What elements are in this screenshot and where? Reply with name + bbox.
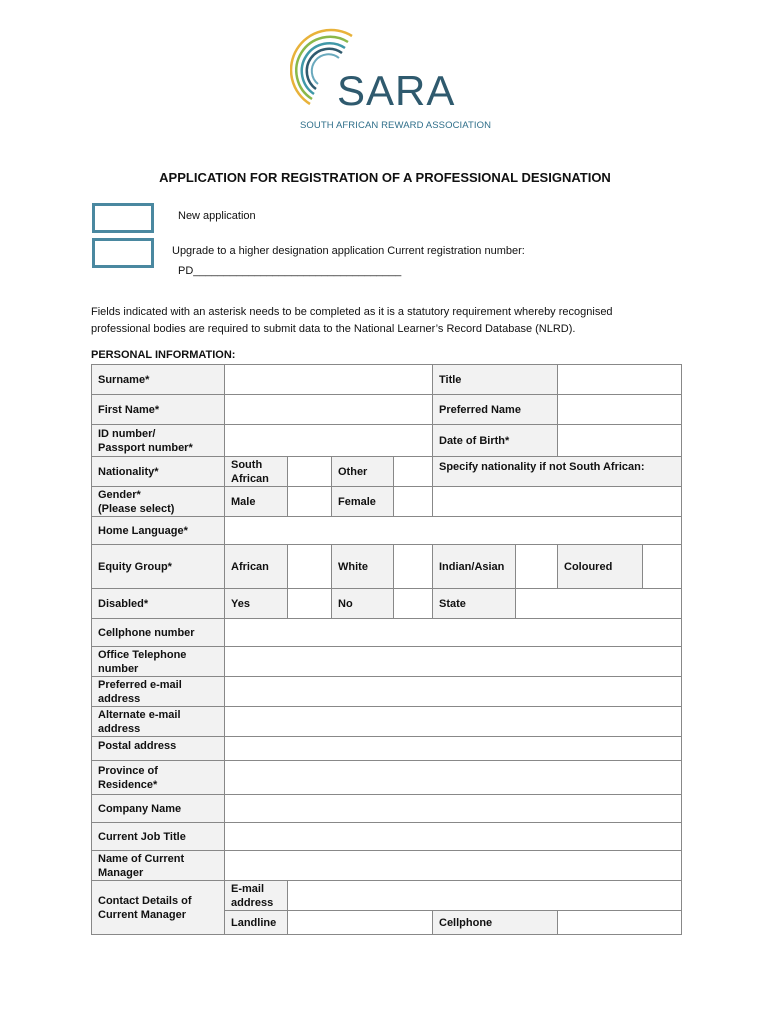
title-label: Title	[433, 365, 558, 395]
male-checkbox[interactable]	[288, 487, 332, 517]
contact-details-line-1: Contact Details of	[98, 894, 192, 907]
disabled-label: Disabled*	[92, 589, 225, 619]
indian-asian-checkbox[interactable]	[516, 545, 558, 589]
manager-email-line-2: address	[231, 896, 274, 909]
other-nationality-checkbox[interactable]	[394, 457, 433, 487]
south-african-option-label	[225, 457, 288, 487]
id-number-label-line-1: ID number/	[98, 427, 156, 440]
office-telephone-line-2: number	[98, 662, 139, 675]
province-field[interactable]	[225, 761, 682, 795]
new-application-checkbox[interactable]	[92, 203, 154, 233]
office-telephone-line-1: Office Telephone	[98, 648, 187, 661]
manager-landline-field[interactable]	[288, 911, 433, 935]
manager-landline-label: Landline	[225, 911, 288, 935]
date-of-birth-label: Date of Birth*	[433, 425, 558, 457]
south-african-line-2: African	[231, 472, 269, 485]
first-name-label: First Name*	[92, 395, 225, 425]
equity-group-label: Equity Group*	[92, 545, 225, 589]
upgrade-application-checkbox[interactable]	[92, 238, 154, 268]
company-name-label: Company Name	[92, 795, 225, 823]
date-of-birth-field[interactable]	[558, 425, 682, 457]
indian-asian-option-label: Indian/Asian	[433, 545, 516, 589]
female-option-label: Female	[332, 487, 394, 517]
page-title: APPLICATION FOR REGISTRATION OF A PROFESSIONAL DESIGNATION	[159, 170, 611, 185]
specify-nationality-field[interactable]	[433, 487, 682, 517]
job-title-field[interactable]	[225, 823, 682, 851]
gender-label-line-1: Gender*	[98, 488, 141, 501]
id-number-label-line-2: Passport number*	[98, 441, 193, 454]
home-language-label: Home Language*	[92, 517, 225, 545]
manager-name-label	[92, 851, 225, 881]
state-label: State	[433, 589, 516, 619]
nationality-label: Nationality*	[92, 457, 225, 487]
statutory-note-line-1: Fields indicated with an asterisk needs to be completed as it is a statutory requirement whereby recognised	[91, 306, 613, 318]
new-application-label: New application	[178, 210, 256, 222]
disabled-yes-checkbox[interactable]	[288, 589, 332, 619]
manager-email-line-1: E-mail	[231, 882, 265, 895]
specify-nationality-label: Specify nationality if not South African:	[433, 457, 682, 487]
alternate-email-label	[92, 707, 225, 737]
manager-cellphone-label: Cellphone	[433, 911, 558, 935]
company-name-field[interactable]	[225, 795, 682, 823]
manager-email-label	[225, 881, 288, 911]
preferred-email-label	[92, 677, 225, 707]
cellphone-number-field[interactable]	[225, 619, 682, 647]
manager-name-field[interactable]	[225, 851, 682, 881]
state-field[interactable]	[516, 589, 682, 619]
disabled-no-checkbox[interactable]	[394, 589, 433, 619]
white-checkbox[interactable]	[394, 545, 433, 589]
office-telephone-label	[92, 647, 225, 677]
contact-details-label	[92, 881, 225, 935]
office-telephone-field[interactable]	[225, 647, 682, 677]
statutory-note-line-2: professional bodies are required to submit data to the National Learner’s Record Database (NLRD).	[91, 323, 576, 335]
manager-cellphone-field[interactable]	[558, 911, 682, 935]
female-checkbox[interactable]	[394, 487, 433, 517]
manager-name-line-1: Name of Current	[98, 852, 185, 865]
preferred-email-field[interactable]	[225, 677, 682, 707]
coloured-option-label: Coloured	[558, 545, 643, 589]
surname-label: Surname*	[92, 365, 225, 395]
surname-field[interactable]	[225, 365, 433, 395]
alternate-email-line-1: Alternate e-mail	[98, 708, 181, 721]
alternate-email-line-2: address	[98, 722, 141, 735]
south-african-line-1: South	[231, 458, 263, 471]
preferred-name-field[interactable]	[558, 395, 682, 425]
logo-subtitle: SOUTH AFRICAN REWARD ASSOCIATION	[300, 120, 492, 131]
province-line-2: Residence*	[98, 778, 158, 791]
no-option-label: No	[332, 589, 394, 619]
male-option-label: Male	[225, 487, 288, 517]
gender-label-line-2: (Please select)	[98, 502, 175, 515]
south-african-checkbox[interactable]	[288, 457, 332, 487]
id-number-field[interactable]	[225, 425, 433, 457]
preferred-email-line-2: address	[98, 692, 141, 705]
manager-name-line-2: Manager	[98, 866, 144, 879]
postal-address-label: Postal address	[92, 737, 225, 761]
white-option-label: White	[332, 545, 394, 589]
manager-email-field[interactable]	[288, 881, 682, 911]
personal-information-table	[91, 364, 682, 935]
home-language-field[interactable]	[225, 517, 682, 545]
registration-number-line[interactable]: PD__________________________________	[178, 265, 402, 277]
preferred-email-line-1: Preferred e-mail	[98, 678, 182, 691]
first-name-field[interactable]	[225, 395, 433, 425]
alternate-email-field[interactable]	[225, 707, 682, 737]
other-option-label: Other	[332, 457, 394, 487]
upgrade-application-label: Upgrade to a higher designation application Current registration number:	[172, 245, 525, 257]
title-field[interactable]	[558, 365, 682, 395]
province-line-1: Province of	[98, 764, 158, 777]
gender-label	[92, 487, 225, 517]
id-number-label	[92, 425, 225, 457]
cellphone-number-label: Cellphone number	[92, 619, 225, 647]
personal-information-heading: PERSONAL INFORMATION:	[91, 349, 236, 361]
postal-address-field[interactable]	[225, 737, 682, 761]
preferred-name-label: Preferred Name	[433, 395, 558, 425]
african-checkbox[interactable]	[288, 545, 332, 589]
contact-details-line-2: Current Manager	[98, 908, 187, 921]
job-title-label: Current Job Title	[92, 823, 225, 851]
province-label	[92, 761, 225, 795]
logo-wordmark: SARA	[337, 67, 456, 114]
yes-option-label: Yes	[225, 589, 288, 619]
african-option-label: African	[225, 545, 288, 589]
coloured-checkbox[interactable]	[643, 545, 682, 589]
